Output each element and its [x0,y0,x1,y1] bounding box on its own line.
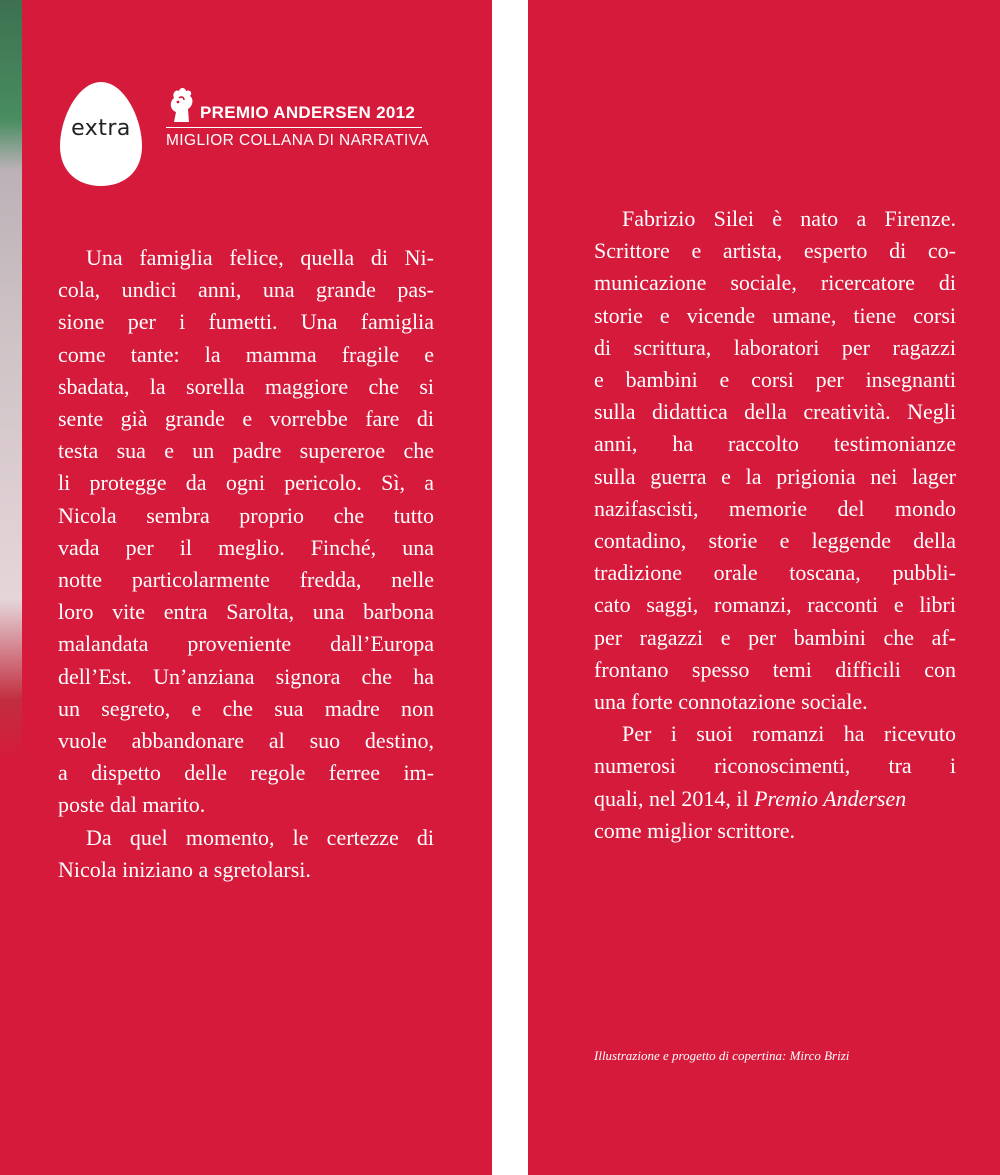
bio-line: storie e vicende umane, tiene corsi [594,302,956,328]
synopsis-line: vada per il meglio. Finché, una [58,534,434,560]
synopsis-line: come tante: la mamma fragile e [58,341,434,367]
synopsis-line: testa sua e un padre supereroe che [58,438,434,464]
synopsis-line: Una famiglia felice, quella di Ni- [86,245,434,270]
bio-line: nazifascisti, memorie del mondo [594,495,956,521]
bio-line: contadino, storie e leggende della [594,528,956,554]
synopsis-line: Nicola iniziano a sgretolarsi. [58,856,311,882]
synopsis-paragraph-2 [58,822,434,886]
synopsis-line: Nicola sembra proprio che tutto [58,502,434,528]
bio-line: sulla didattica della creatività. Negli [594,399,956,425]
synopsis-line: dell’Est. Un’anziana signora che ha [58,663,434,689]
bio-line: Per i suoi romanzi ha ricevuto [622,721,956,747]
synopsis-line: notte particolarmente fredda, nelle [58,567,434,593]
bio-line: e bambini e corsi per insegnanti [594,367,956,393]
synopsis-line: sbadata, la sorella maggiore che si [58,373,434,399]
synopsis-line: sente già grande e vorrebbe fare di [58,406,434,432]
synopsis-paragraph-1 [58,242,434,822]
award-title: PREMIO ANDERSEN 2012 [200,103,416,122]
synopsis-line: a dispetto delle regole ferree im- [58,760,434,786]
synopsis-line: Da quel momento, le certezze di [86,824,434,850]
bio-line: sulla guerra e la prigionia nei lager [594,463,956,489]
bio-paragraph-1 [594,235,956,718]
bio-last-line: come miglior scrittore. [594,817,795,843]
cover-edge-strip [0,0,22,760]
award-name-italic: Premio Andersen [754,785,907,811]
bio-line: numerosi riconoscimenti, tra i [594,753,956,779]
bio-line [594,783,956,815]
synopsis-line: poste dal marito. [58,792,206,818]
synopsis-line: cola, undici anni, una grande pas- [58,277,434,303]
synopsis-line: li protegge da ogni pericolo. Sì, a [58,470,434,496]
right-flap-panel [528,0,1000,1175]
synopsis-line: un segreto, e che sua madre non [58,695,434,721]
bio-line [594,815,956,847]
bio-paragraph-2 [594,718,956,815]
synopsis-line: loro vite entra Sarolta, una barbona [58,599,434,625]
bio-line: una forte connotazione sociale. [594,689,868,715]
synopsis-line: vuole abbandonare al suo destino, [58,728,434,754]
bio-line: cato saggi, romanzi, racconti e libri [594,592,956,618]
author-bio-text [594,203,956,847]
synopsis-line: malandata proveniente dall’Europa [58,631,434,657]
award-subtitle: MIGLIOR COLLANA DI NARRATIVA [166,132,429,149]
synopsis-text [58,242,434,886]
bio-first-line-rest: è nato a Firenze. [753,206,957,231]
author-name: Fabrizio Silei [622,206,754,231]
bio-line: di scrittura, laboratori per ragazzi [594,334,956,360]
bio-line: Scrittore e artista, esperto di co- [594,238,956,264]
bio-line: per ragazzi e per bambini che af- [594,624,956,650]
series-logo-text: extra [71,116,131,141]
bio-line [594,203,956,235]
bio-line: tradizione orale toscana, pubbli- [594,560,956,586]
rooster-award-icon [166,86,196,124]
cover-credit: Illustrazione e progetto di copertina: Mirco Brizi [594,1048,850,1063]
synopsis-line: sione per i fumetti. Una famiglia [58,309,434,335]
bio-line: anni, ha raccolto testimonianze [594,431,956,457]
bio-line: municazione sociale, ricercatore di [594,270,956,296]
award-divider [166,127,422,128]
left-flap-panel [0,0,492,1175]
bio-line-text: quali, nel 2014, il [594,785,755,811]
bio-line: frontano spesso temi difficili con [594,656,956,682]
